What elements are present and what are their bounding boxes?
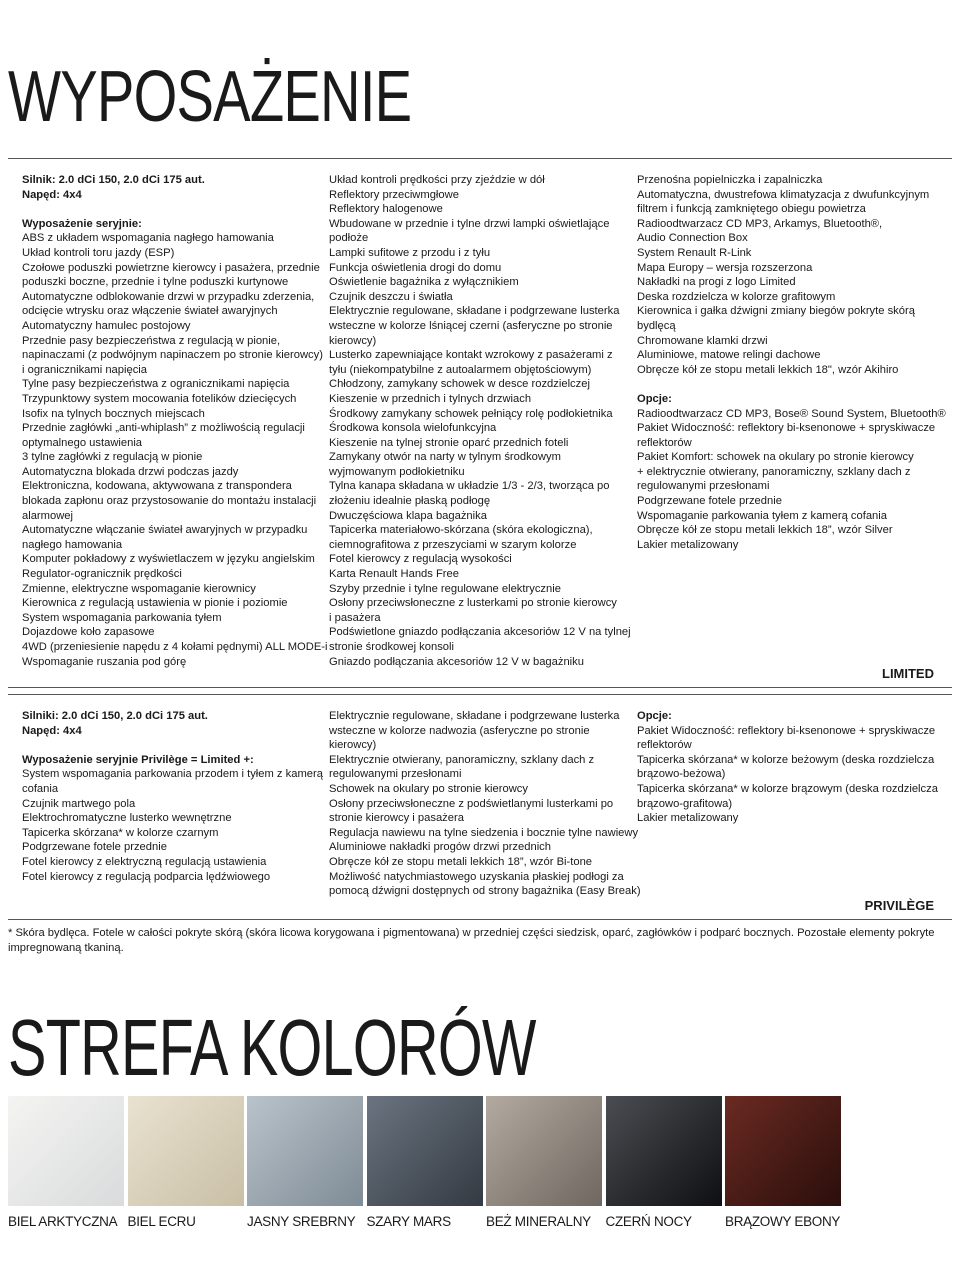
equipment-line: Komputer pokładowy z wyświetlaczem w języku angielskim bbox=[22, 553, 315, 566]
equipment-line: Podświetlone gniazdo podłączania akcesoriów 12 V na tylnej bbox=[329, 626, 631, 639]
spacer bbox=[22, 738, 318, 753]
equipment-line: i ogranicznikami napięcia bbox=[22, 363, 147, 376]
privilege-section bbox=[8, 694, 952, 920]
equipment-line: napinaczami (z podwójnym napinaczem po stronie kierowcy) bbox=[22, 349, 323, 362]
equipment-line: Tylne pasy bezpieczeństwa z ogranicznikami napięcia bbox=[22, 378, 290, 391]
limited-col-1 bbox=[22, 173, 328, 669]
trim-label-privilege: PRIVILÈGE bbox=[864, 898, 934, 913]
equipment-line: Nakładki na progi z logo Limited bbox=[637, 276, 796, 289]
equipment-line: Możliwość natychmiastowego uzyskania płaskiej podłogi za bbox=[329, 870, 624, 883]
color-swatch bbox=[8, 1096, 124, 1229]
color-name: BEŻ MINERALNY bbox=[486, 1214, 591, 1229]
equipment-line: Osłony przeciwsłoneczne z podświetlanymi lusterkami po bbox=[329, 797, 614, 810]
equipment-line: Osłony przeciwsłoneczne z lusterkami po stronie kierowcy bbox=[329, 597, 617, 610]
equipment-line: Radioodtwarzacz CD MP3, Arkamys, Bluetooth®, bbox=[637, 217, 883, 230]
privilege-col-2 bbox=[329, 709, 641, 899]
limited-col-2 bbox=[329, 173, 631, 669]
equipment-line: 3 tylne zagłówki z regulacją w pionie bbox=[22, 451, 203, 464]
equipment-line: wyjmowanym podłokietniku bbox=[329, 465, 465, 478]
equipment-line: Wspomaganie ruszania pod górę bbox=[22, 655, 187, 668]
equipment-line: Środkowy zamykany schowek pełniący rolę podłokietnika bbox=[329, 407, 613, 420]
colors-title: STREFA KOLORÓW bbox=[8, 1003, 536, 1092]
equipment-line: reflektorów bbox=[637, 739, 692, 752]
equipment-line: Karta Renault Hands Free bbox=[329, 568, 459, 581]
color-name: BIEL ARKTYCZNA bbox=[8, 1214, 118, 1229]
equipment-line: Napęd: 4x4 bbox=[22, 724, 82, 737]
equipment-line: Wbudowane w przednie i tylne drzwi lampki oświetlające bbox=[329, 217, 610, 230]
equipment-line: cofania bbox=[22, 782, 59, 795]
equipment-line: brązowo-beżowa) bbox=[637, 768, 726, 781]
color-swatch bbox=[486, 1096, 602, 1229]
equipment-line: Funkcja oświetlenia drogi do domu bbox=[329, 261, 502, 274]
equipment-line: Radioodtwarzacz CD MP3, Bose® Sound System, Bluetooth® bbox=[637, 407, 946, 420]
equipment-line: wsteczne w kolorze lśniącej czerni (asferyczne po stronie bbox=[329, 319, 613, 332]
spacer bbox=[22, 202, 318, 217]
equipment-line: Regulacja nawiewu na tylne siedzenia i bocznie tylne nawiewy bbox=[329, 826, 639, 839]
equipment-line: Elektrochromatyczne lusterko wewnętrzne bbox=[22, 812, 232, 825]
equipment-line: nagłego hamowania bbox=[22, 538, 123, 551]
equipment-line: Deska rozdzielcza w kolorze grafitowym bbox=[637, 290, 836, 303]
equipment-line: Wyposażenie seryjnie: bbox=[22, 217, 142, 230]
privilege-col-3 bbox=[637, 709, 938, 826]
equipment-line: Silniki: 2.0 dCi 150, 2.0 dCi 175 aut. bbox=[22, 710, 208, 722]
equipment-line: regulowanymi przesłonami bbox=[329, 768, 462, 781]
equipment-line: filtrem i funkcją zamkniętego obiegu powietrza bbox=[637, 203, 866, 216]
equipment-line: Przednie pasy bezpieczeństwa z regulacją w pionie, bbox=[22, 334, 281, 347]
trim-label-limited: LIMITED bbox=[882, 666, 934, 681]
limited-section bbox=[8, 158, 952, 688]
equipment-line: Pakiet Widoczność: reflektory bi-ksenonowe + spryskiwacze bbox=[637, 422, 936, 435]
equipment-line: Elektroniczna, kodowana, aktywowana z transpondera bbox=[22, 480, 292, 493]
color-chip bbox=[8, 1096, 124, 1206]
equipment-line: pomocą dźwigni dostępnych od strony bagażnika (Easy Break) bbox=[329, 885, 641, 898]
color-chip bbox=[367, 1096, 483, 1206]
equipment-line: Pakiet Widoczność: reflektory bi-ksenonowe + spryskiwacze bbox=[637, 724, 936, 737]
color-name: CZERŃ NOCY bbox=[605, 1214, 692, 1229]
color-name: BIEL ECRU bbox=[127, 1214, 196, 1229]
equipment-line: Tylna kanapa składana w układzie 1/3 - 2/3, tworząca po bbox=[329, 480, 610, 493]
equipment-line: Elektrycznie otwierany, panoramiczny, szklany dach z bbox=[329, 753, 595, 766]
equipment-line: Chłodzony, zamykany schowek w desce rozdzielczej bbox=[329, 378, 590, 391]
equipment-line: Układ kontroli prędkości przy zjeździe w dół bbox=[329, 174, 545, 186]
equipment-line: Opcje: bbox=[637, 392, 672, 405]
color-chip bbox=[725, 1096, 841, 1206]
equipment-line: Środkowa konsola wielofunkcyjna bbox=[329, 422, 497, 435]
equipment-line: Obręcze kół ze stopu metali lekkich 18", wzór Akihiro bbox=[637, 363, 899, 376]
equipment-line: + elektrycznie otwierany, panoramiczny, szklany dach z bbox=[637, 465, 911, 478]
color-swatch bbox=[725, 1096, 841, 1229]
equipment-line: Szyby przednie i tylne regulowane elektrycznie bbox=[329, 582, 561, 595]
color-name: BRĄZOWY EBONY bbox=[725, 1214, 841, 1229]
equipment-line: Elektrycznie regulowane, składane i podgrzewane lusterka bbox=[329, 710, 620, 722]
equipment-line: Lampki sufitowe z przodu i z tyłu bbox=[329, 246, 491, 259]
equipment-line: Tapicerka skórzana* w kolorze beżowym (deska rozdzielcza bbox=[637, 753, 935, 766]
equipment-line: Czołowe poduszki powietrzne kierowcy i pasażera, przednie bbox=[22, 261, 320, 274]
equipment-line: Aluminiowe nakładki progów drzwi przednich bbox=[329, 841, 551, 854]
equipment-line: Elektrycznie regulowane, składane i podgrzewane lusterka bbox=[329, 305, 620, 318]
spacer bbox=[637, 377, 933, 392]
equipment-line: reflektorów bbox=[637, 436, 692, 449]
equipment-line: Gniazdo podłączania akcesoriów 12 V w bagażniku bbox=[329, 655, 584, 668]
equipment-line: Przenośna popielniczka i zapalniczka bbox=[637, 174, 823, 186]
equipment-line: Fotel kierowcy z regulacją podparcia lędźwiowego bbox=[22, 870, 271, 883]
equipment-line: Tapicerka skórzana* w kolorze czarnym bbox=[22, 826, 219, 839]
equipment-line: Zmienne, elektryczne wspomaganie kierownicy bbox=[22, 582, 256, 595]
page-title: WYPOSAŻENIE bbox=[8, 57, 412, 137]
color-chip bbox=[486, 1096, 602, 1206]
equipment-line: Fotel kierowcy z elektryczną regulacją ustawienia bbox=[22, 855, 267, 868]
equipment-line: alarmowej bbox=[22, 509, 73, 522]
equipment-line: odcięcie wtrysku oraz włączenie świateł awaryjnych bbox=[22, 305, 278, 318]
footnote: * Skóra bydlęca. Fotele w całości pokryte skórą (skóra licowa korygowana i pigmentowana) w przedniej części siedzisk, oparć, zagłówków i podparć bocznych. Pozostałe elementy pokryte impregnowaną tkaniną. bbox=[8, 927, 935, 954]
equipment-line: optymalnego ustawienia bbox=[22, 436, 143, 449]
equipment-line: Tapicerka skórzana* w kolorze brązowym (deska rozdzielcza bbox=[637, 782, 938, 795]
equipment-line: Reflektory przeciwmgłowe bbox=[329, 188, 459, 201]
equipment-line: Automatyczne włączanie świateł awaryjnych w przypadku bbox=[22, 524, 308, 537]
equipment-line: Automatyczny hamulec postojowy bbox=[22, 319, 191, 332]
equipment-line: Regulator-ogranicznik prędkości bbox=[22, 568, 182, 581]
equipment-line: Wyposażenie seryjnie Privilège = Limited +: bbox=[22, 753, 254, 766]
equipment-line: regulowanymi przesłonami bbox=[637, 480, 770, 493]
equipment-line: wsteczne w kolorze nadwozia (asferyczne po stronie bbox=[329, 724, 590, 737]
equipment-line: Zamykany otwór na narty w tylnym środkowym bbox=[329, 451, 561, 464]
equipment-line: Lakier metalizowany bbox=[637, 812, 739, 825]
equipment-line: ciemnografitowa z przeszyciami w szarym kolorze bbox=[329, 538, 577, 551]
equipment-line: Czujnik deszczu i światła bbox=[329, 290, 453, 303]
equipment-line: Podgrzewane fotele przednie bbox=[22, 841, 167, 854]
color-chip bbox=[606, 1096, 722, 1206]
equipment-line: Kieszenie na tylnej stronie oparć przednich foteli bbox=[329, 436, 569, 449]
equipment-line: System wspomagania parkowania tyłem bbox=[22, 611, 222, 624]
equipment-line: Reflektory halogenowe bbox=[329, 203, 443, 216]
equipment-line: Napęd: 4x4 bbox=[22, 188, 82, 201]
equipment-line: Fotel kierowcy z regulacją wysokości bbox=[329, 553, 512, 566]
equipment-line: poduszki boczne, przednie i tylne poduszki kurtynowe bbox=[22, 276, 289, 289]
color-swatches bbox=[8, 1096, 960, 1236]
equipment-line: Kierownica i gałka dźwigni zmiany biegów pokryte skórą bbox=[637, 305, 915, 318]
color-swatch bbox=[367, 1096, 483, 1229]
limited-col-3 bbox=[637, 173, 946, 552]
equipment-line: Kierownica z regulacją ustawienia w pionie i poziomie bbox=[22, 597, 288, 610]
equipment-line: 4WD (przeniesienie napędu z 4 kołami pędnymi) ALL MODE-i bbox=[22, 641, 328, 653]
equipment-line: Schowek na okulary po stronie kierowcy bbox=[329, 782, 528, 795]
color-name: SZARY MARS bbox=[366, 1214, 451, 1229]
equipment-line: kierowcy) bbox=[329, 739, 377, 752]
color-chip bbox=[128, 1096, 244, 1206]
equipment-line: złożeniu idealnie płaską podłogę bbox=[329, 495, 491, 508]
equipment-line: tyłu (niekompatybilne z autoalarmem objętościowym) bbox=[329, 363, 592, 376]
equipment-line: Silnik: 2.0 dCi 150, 2.0 dCi 175 aut. bbox=[22, 174, 205, 186]
equipment-line: Automatyczna, dwustrefowa klimatyzacja z dwufunkcyjnym bbox=[637, 188, 930, 201]
equipment-line: Obręcze kół ze stopu metali lekkich 18”, wzór Bi-tone bbox=[329, 855, 593, 868]
equipment-line: Chromowane klamki drzwi bbox=[637, 334, 768, 347]
equipment-line: Automatyczna blokada drzwi podczas jazdy bbox=[22, 465, 239, 478]
color-name: JASNY SREBRNY bbox=[247, 1214, 356, 1229]
equipment-line: Oświetlenie bagażnika z wyłącznikiem bbox=[329, 276, 519, 289]
equipment-line: bydlęcą bbox=[637, 319, 676, 332]
equipment-line: stronie środkowej konsoli bbox=[329, 641, 454, 653]
equipment-line: Obręcze kół ze stopu metali lekkich 18”, wzór Silver bbox=[637, 524, 893, 537]
equipment-line: podłoże bbox=[329, 232, 369, 245]
equipment-line: Czujnik martwego pola bbox=[22, 797, 136, 810]
equipment-line: Wspomaganie parkowania tyłem z kamerą cofania bbox=[637, 509, 887, 522]
privilege-col-1 bbox=[22, 709, 323, 884]
equipment-line: brązowo-grafitowa) bbox=[637, 797, 733, 810]
equipment-line: Układ kontroli toru jazdy (ESP) bbox=[22, 246, 175, 259]
equipment-line: Dwuczęściowa klapa bagażnika bbox=[329, 509, 487, 522]
equipment-line: Opcje: bbox=[637, 710, 672, 722]
color-chip bbox=[247, 1096, 363, 1206]
equipment-line: ABS z układem wspomagania nagłego hamowania bbox=[22, 232, 274, 245]
equipment-line: Automatyczne odblokowanie drzwi w przypadku zderzenia, bbox=[22, 290, 315, 303]
color-swatch bbox=[128, 1096, 244, 1229]
equipment-line: Mapa Europy – wersja rozszerzona bbox=[637, 261, 813, 274]
equipment-line: stronie kierowcy i pasażera bbox=[329, 812, 464, 825]
equipment-line: Isofix na tylnych bocznych miejscach bbox=[22, 407, 205, 420]
equipment-line: System Renault R-Link bbox=[637, 246, 752, 259]
equipment-line: Dojazdowe koło zapasowe bbox=[22, 626, 155, 639]
equipment-line: Pakiet Komfort: schowek na okulary po stronie kierowcy bbox=[637, 451, 914, 464]
equipment-line: Trzypunktowy system mocowania fotelików dziecięcych bbox=[22, 392, 297, 405]
equipment-line: System wspomagania parkowania przodem i tyłem z kamerą bbox=[22, 768, 323, 781]
equipment-line: Tapicerka materiałowo-skórzana (skóra ekologiczna), bbox=[329, 524, 593, 537]
equipment-line: Aluminiowe, matowe relingi dachowe bbox=[637, 349, 821, 362]
equipment-line: Podgrzewane fotele przednie bbox=[637, 495, 782, 508]
equipment-line: Kieszenie w przednich i tylnych drzwiach bbox=[329, 392, 532, 405]
equipment-line: Przednie zagłówki „anti-whiplash” z możliwością regulacji bbox=[22, 422, 305, 435]
equipment-line: Audio Connection Box bbox=[637, 232, 748, 245]
color-swatch bbox=[606, 1096, 722, 1229]
color-swatch bbox=[247, 1096, 363, 1229]
equipment-line: kierowcy) bbox=[329, 334, 377, 347]
equipment-line: Lakier metalizowany bbox=[637, 538, 739, 551]
equipment-line: i pasażera bbox=[329, 611, 381, 624]
equipment-line: blokada zapłonu oraz przystosowanie do montażu instalacji bbox=[22, 495, 317, 508]
equipment-line: Lusterko zapewniające kontakt wzrokowy z pasażerami z bbox=[329, 349, 613, 362]
